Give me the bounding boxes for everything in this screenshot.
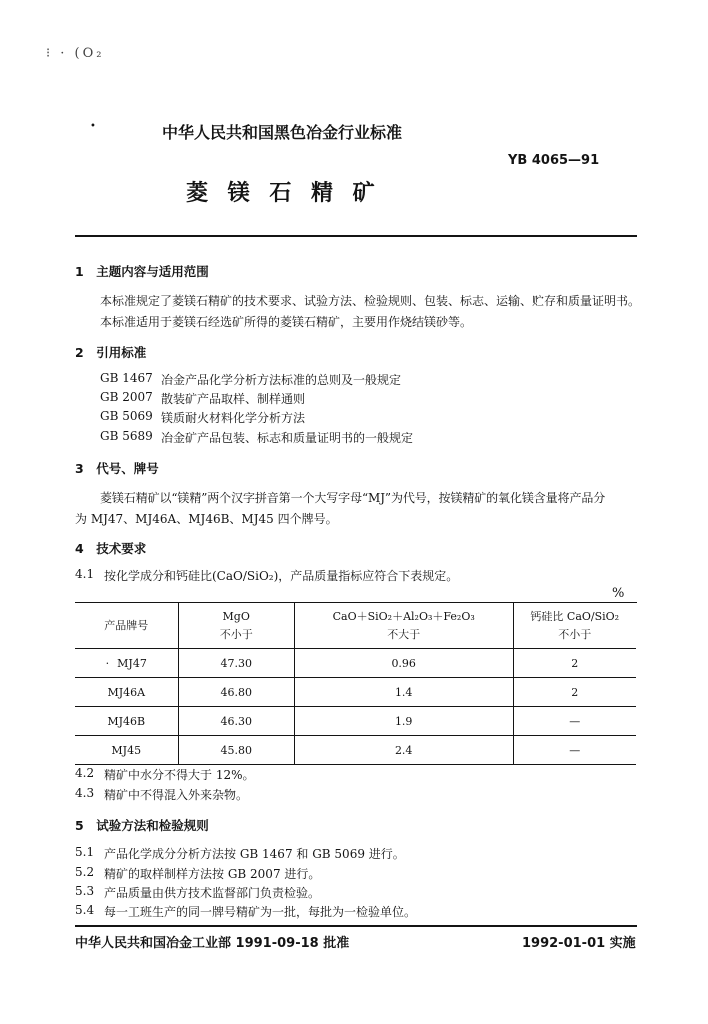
ref-title: 散装矿产品取样、制样通则 (161, 392, 306, 406)
cell-impurities: 2.4 (294, 736, 513, 765)
bullet-mark: • (90, 121, 96, 132)
cell-mgo: 46.80 (178, 678, 294, 707)
standard-org: 中华人民共和国黑色冶金行业标准 (162, 123, 403, 142)
item-text: 精矿中水分不得大于 12%。 (104, 768, 255, 782)
cell-mgo: 45.80 (178, 736, 294, 765)
section-1-para-2: 本标准适用于菱镁石经选矿所得的菱镁石精矿，主要用作烧结镁砂等。 (100, 315, 473, 329)
implementation-date: 1992-01-01 实施 (522, 936, 636, 951)
table-row (75, 736, 636, 765)
item-number: 4.1 (75, 567, 95, 581)
cell-grade: MJ46A (75, 678, 178, 707)
header-grade: 产品牌号 (75, 603, 178, 649)
item-text: 按化学成分和钙硅比(CaO/SiO₂)，产品质量指标应符合下表规定。 (104, 569, 459, 583)
approval-line: 中华人民共和国冶金工业部 1991-09-18 批准 (75, 936, 350, 951)
ref-code: GB 5069 (100, 409, 153, 423)
cell-grade: MJ45 (75, 736, 178, 765)
section-3-para-2: 为 MJ47、MJ46A、MJ46B、MJ45 四个牌号。 (75, 512, 338, 526)
table-row (75, 649, 636, 678)
section-2-heading: 2 引用标准 (75, 345, 147, 360)
ref-title: 镁质耐火材料化学分析方法 (161, 411, 306, 425)
cell-mgo: 46.30 (178, 707, 294, 736)
table-row (75, 678, 636, 707)
header-mgo: MgO 不小于 (178, 603, 294, 649)
row-marker: · (105, 656, 110, 670)
item-number: 5.1 (75, 845, 95, 859)
item-number: 5.2 (75, 865, 95, 879)
cell-impurities: 1.4 (294, 678, 513, 707)
ref-title: 冶金矿产品包装、标志和质量证明书的一般规定 (161, 431, 414, 445)
item-text: 产品质量由供方技术监督部门负责检验。 (104, 886, 321, 900)
item-number: 5.3 (75, 884, 95, 898)
item-number: 4.3 (75, 786, 95, 800)
cell-impurities: 1.9 (294, 707, 513, 736)
table-row (75, 707, 636, 736)
header-ratio: 钙硅比 CaO/SiO₂ 不小于 (513, 603, 636, 649)
cell-ratio: 2 (513, 678, 636, 707)
ref-code: GB 5689 (100, 429, 153, 443)
cell-ratio: — (513, 707, 636, 736)
cell-grade: · MJ47 (75, 649, 178, 678)
header-rule (75, 235, 637, 237)
section-3-heading: 3 代号、牌号 (75, 461, 159, 476)
cell-grade: MJ46B (75, 707, 178, 736)
cell-impurities: 0.96 (294, 649, 513, 678)
section-1-heading: 1 主题内容与适用范围 (75, 264, 209, 279)
doc-title: 菱 镁 石 精 矿 (186, 181, 381, 206)
item-text: 每一工班生产的同一牌号精矿为一批，每批为一检验单位。 (104, 905, 417, 919)
item-text: 精矿的取样制样方法按 GB 2007 进行。 (104, 867, 321, 881)
item-number: 5.4 (75, 903, 95, 917)
item-number: 4.2 (75, 766, 95, 780)
section-4-heading: 4 技术要求 (75, 541, 147, 556)
item-text: 精矿中不得混入外来杂物。 (104, 788, 249, 802)
standard-code: YB 4065—91 (508, 153, 600, 168)
table-unit: % (612, 586, 625, 601)
section-1-para-1: 本标准规定了菱镁石精矿的技术要求、试验方法、检验规则、包装、标志、运输、贮存和质量证明书。 (100, 294, 641, 308)
ref-code: GB 2007 (100, 390, 153, 404)
spec-table (75, 603, 636, 765)
corner-mark: ⁝ · (O₂ (46, 46, 105, 61)
footer-rule (75, 925, 637, 927)
section-3-para-1: 菱镁石精矿以“镁精”两个汉字拼音第一个大写字母“MJ”为代号，按镁精矿的氧化镁含量将产品分 (100, 491, 606, 505)
header-impurities: CaO＋SiO₂＋Al₂O₃＋Fe₂O₃ 不大于 (294, 603, 513, 649)
cell-mgo: 47.30 (178, 649, 294, 678)
cell-ratio: — (513, 736, 636, 765)
cell-ratio: 2 (513, 649, 636, 678)
item-text: 产品化学成分分析方法按 GB 1467 和 GB 5069 进行。 (104, 847, 405, 861)
table-header-row (75, 603, 636, 649)
ref-title: 冶金产品化学分析方法标准的总则及一般规定 (161, 373, 402, 387)
ref-code: GB 1467 (100, 371, 153, 385)
section-5-heading: 5 试验方法和检验规则 (75, 818, 209, 833)
